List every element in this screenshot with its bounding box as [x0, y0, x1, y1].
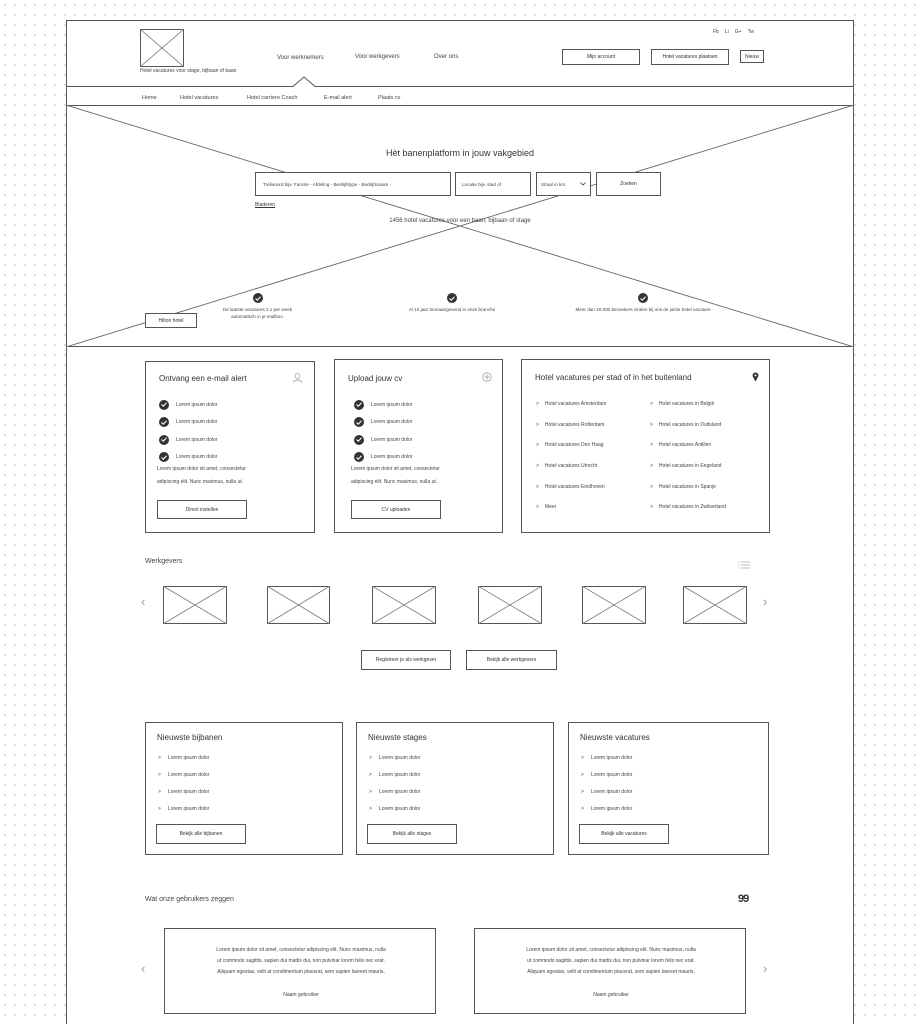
- chevron-right-icon: >: [536, 401, 539, 408]
- subnav-carriere-coach[interactable]: Hotel carriere Coach: [247, 95, 298, 101]
- usp-1-text: De laatste vacatures 2 x per week automatisch in je mailbox.: [222, 307, 293, 319]
- search-button[interactable]: Zoeken: [596, 172, 661, 196]
- check-icon: [159, 417, 169, 427]
- keyword-input[interactable]: [255, 172, 451, 196]
- location-placeholder: Locatie bijv. stad of: [462, 181, 501, 187]
- city-link-amsterdam[interactable]: > Hotel vacatures Amsterdam: [536, 401, 607, 408]
- chevron-right-icon: >: [650, 421, 653, 428]
- list-item[interactable]: > Lorem ipsum dolor: [158, 788, 210, 795]
- register-employer-button[interactable]: Registreer je als werkgever: [361, 650, 451, 670]
- chevron-right-icon[interactable]: ›: [763, 961, 768, 976]
- country-link-antillen[interactable]: > Hotel vacatures Antillen: [650, 442, 712, 449]
- upload-cv-list: [354, 396, 412, 466]
- employer-logo[interactable]: [163, 586, 227, 624]
- social-links: [713, 29, 754, 35]
- all-employers-button[interactable]: Bekijk alle werkgevers: [466, 650, 557, 670]
- list-item-text: Lorem ipsum dolor: [371, 401, 413, 408]
- email-alert-list: [159, 396, 217, 466]
- list-item: [354, 414, 412, 432]
- new-button[interactable]: Nieuw: [740, 50, 764, 63]
- chevron-right-icon: >: [581, 788, 584, 795]
- keyword-placeholder: Trefwoord bijv. Functie - Afdeling - Bedrijfstype - Bedrijfsnaam -: [263, 181, 392, 187]
- chevron-right-icon: >: [369, 754, 372, 761]
- list-item-text: Lorem ipsum dolor: [371, 454, 413, 461]
- list-item[interactable]: > Lorem ipsum dolor: [369, 771, 421, 778]
- check-icon: [354, 452, 364, 462]
- user-alert-icon: [292, 373, 303, 383]
- social-link-tw[interactable]: Tw: [747, 29, 754, 35]
- newest-vacatures-title: Nieuwste vacatures: [580, 733, 650, 742]
- chevron-right-icon: >: [536, 504, 539, 511]
- list-item[interactable]: > Lorem ipsum dolor: [158, 771, 210, 778]
- subnav-home[interactable]: Home: [142, 95, 157, 101]
- post-vacancy-button[interactable]: Hotel vacatures plaatsen: [651, 49, 729, 65]
- list-item[interactable]: > Lorem ipsum dolor: [158, 805, 210, 812]
- testimonial-card: [164, 928, 436, 1014]
- chevron-right-icon: >: [158, 754, 161, 761]
- chevron-right-icon: >: [369, 805, 372, 812]
- chevron-down-icon: [580, 182, 586, 186]
- chevron-right-icon: >: [581, 805, 584, 812]
- newest-bijbanen-card: [145, 722, 343, 855]
- usp-2-text: Al 10 jaar toonaangevend in onze branche: [408, 307, 496, 312]
- usp-3: [572, 293, 714, 314]
- newest-bijbanen-list: [158, 749, 209, 817]
- list-icon[interactable]: [738, 561, 750, 569]
- cv-uploaden-button[interactable]: CV uploaden: [351, 500, 441, 519]
- list-item-text: Lorem ipsum dolor: [371, 419, 413, 426]
- nav-voor-werkgevers[interactable]: Voor werkgevers: [355, 54, 400, 60]
- list-item[interactable]: > Lorem ipsum dolor: [369, 788, 421, 795]
- email-alert-card: [145, 361, 315, 533]
- chevron-right-icon: >: [650, 504, 653, 511]
- cities-list-nl: [536, 394, 606, 518]
- testimonial-text: Lorem ipsum dolor sit amet, consectetur adipiscing elit. Nunc maximus, nulla ut commodo sagittis, sapien dui mattis dui, non pulvinar lorem felis nec erat. Aliquam egestas, velit at condimentum placerat, sem sapien laoreet mauris,: [526, 947, 696, 975]
- newest-bijbanen-title: Nieuwste bijbanen: [157, 733, 223, 742]
- list-item: [159, 414, 217, 432]
- subnav-plaats-cv[interactable]: Plaats cv: [378, 95, 401, 101]
- city-link-meer[interactable]: > Meer: [536, 504, 557, 511]
- chevron-right-icon: >: [650, 442, 653, 449]
- list-item: [159, 431, 217, 449]
- check-icon: [638, 293, 648, 303]
- chevron-right-icon: >: [650, 463, 653, 470]
- my-account-button[interactable]: Mijn account: [562, 49, 640, 65]
- list-item[interactable]: > Lorem ipsum dolor: [158, 754, 210, 761]
- hilton-hotel-label: Hilton hotel: [145, 313, 197, 328]
- list-item-text: Lorem ipsum dolor: [176, 419, 218, 426]
- check-icon: [354, 435, 364, 445]
- upload-cv-desc-2: adipiscing elit. Nunc maximus, nulla ut.: [351, 479, 438, 485]
- list-item-text: Lorem ipsum dolor: [371, 436, 413, 443]
- employers-title: Werkgevers: [145, 558, 183, 565]
- chevron-left-icon[interactable]: ‹: [141, 594, 146, 609]
- check-icon: [159, 400, 169, 410]
- chevron-right-icon: >: [369, 771, 372, 778]
- list-item-text: Lorem ipsum dolor: [176, 454, 218, 461]
- newest-vacatures-card: [568, 722, 769, 855]
- usp-1: [210, 293, 305, 320]
- radius-select[interactable]: [536, 172, 591, 196]
- list-item: [159, 396, 217, 414]
- logo-placeholder-icon[interactable]: [140, 29, 184, 67]
- chevron-right-icon: >: [536, 483, 539, 490]
- chevron-right-icon: >: [158, 771, 161, 778]
- browse-link[interactable]: Bladeren: [255, 202, 276, 208]
- country-link-spanje[interactable]: > Hotel vacatures in Spanje: [650, 483, 716, 490]
- city-link-den-haag[interactable]: > Hotel vacatures Den Haag: [536, 442, 604, 449]
- city-link-utrecht[interactable]: > Hotel vacatures Utrecht: [536, 463, 598, 470]
- logo-tagline: Hotel vacatures voor stage, bijbaan of baan: [140, 68, 237, 74]
- vacancy-count: 1456 hotel vacatures voor een baan, bijbaan of stage: [389, 218, 531, 224]
- newest-stages-list: [369, 749, 420, 817]
- list-item[interactable]: > Lorem ipsum dolor: [369, 754, 421, 761]
- list-item[interactable]: > Lorem ipsum dolor: [581, 805, 633, 812]
- employer-logo[interactable]: [683, 586, 747, 624]
- email-alert-desc-1: Lorem ipsum dolor sit amet, consectetur: [157, 466, 246, 472]
- radius-value: Straal in km: [541, 181, 566, 187]
- upload-cv-desc-1: Lorem ipsum dolor sit amet, consectetur: [351, 466, 440, 472]
- chevron-right-icon: >: [650, 483, 653, 490]
- testimonial-author: Naam gebruiker: [593, 992, 629, 998]
- list-item[interactable]: > Lorem ipsum dolor: [369, 805, 421, 812]
- list-item[interactable]: > Lorem ipsum dolor: [581, 771, 633, 778]
- all-bijbanen-button[interactable]: Bekijk alle bijbanen: [156, 824, 246, 844]
- employer-logo[interactable]: [372, 586, 436, 624]
- newest-stages-card: [356, 722, 554, 855]
- chevron-right-icon: >: [536, 421, 539, 428]
- all-stages-button[interactable]: Bekijk alle stages: [367, 824, 457, 844]
- chevron-right-icon: >: [650, 401, 653, 408]
- country-link-engeland[interactable]: > Hotel vacatures in Engeland: [650, 463, 722, 470]
- upload-cv-card: [334, 359, 503, 533]
- testimonials-title: Wat onze gebruikers zeggen: [145, 896, 234, 903]
- nav-over-ons[interactable]: Over ons: [434, 54, 459, 60]
- location-input[interactable]: [455, 172, 531, 196]
- testimonial-card: [474, 928, 746, 1014]
- employer-logo[interactable]: [267, 586, 330, 624]
- list-item-text: Lorem ipsum dolor: [176, 436, 218, 443]
- chevron-right-icon: >: [581, 754, 584, 761]
- testimonial-author: Naam gebruiker: [283, 992, 319, 998]
- chevron-right-icon: >: [536, 463, 539, 470]
- nav-voor-werknemers[interactable]: Voor werknemers: [277, 55, 324, 61]
- chevron-right-icon: >: [369, 788, 372, 795]
- quote-icon: 99: [738, 893, 749, 905]
- list-item: [159, 449, 217, 467]
- check-icon: [159, 452, 169, 462]
- country-link-belgie[interactable]: > Hotel vacatures in België: [650, 401, 715, 408]
- upload-cv-title: Upload jouw cv: [348, 374, 403, 383]
- newest-stages-title: Nieuwste stages: [368, 733, 427, 742]
- cities-card: [521, 359, 770, 533]
- header-divider: [66, 76, 854, 88]
- city-link-rotterdam[interactable]: > Hotel vacatures Rotterdam: [536, 421, 605, 428]
- list-item-text: Lorem ipsum dolor: [176, 401, 218, 408]
- check-icon: [354, 417, 364, 427]
- list-item[interactable]: > Lorem ipsum dolor: [581, 788, 633, 795]
- email-alert-desc-2: adipiscing elit. Nunc maximus, nulla ut.: [157, 479, 244, 485]
- subnav-hotel-vacatures[interactable]: Hotel vacatures: [180, 95, 219, 101]
- direct-instellen-button[interactable]: Direct instellen: [157, 500, 247, 519]
- chevron-right-icon: >: [581, 771, 584, 778]
- country-link-duitsland[interactable]: > Hotel vacatures in Duitsland: [650, 421, 722, 428]
- hero-title: Hèt banenplatform in jouw vakgebied: [385, 148, 535, 158]
- check-icon: [447, 293, 457, 303]
- cities-title: Hotel vacatures per stad of in het buitenland: [535, 373, 692, 382]
- email-alert-title: Ontvang een e-mail alert: [159, 374, 247, 383]
- usp-2: [408, 293, 496, 314]
- all-vacatures-button[interactable]: Bekijk alle vacatures: [579, 824, 669, 844]
- testimonial-text: Lorem ipsum dolor sit amet, consectetur adipiscing elit. Nunc maximus, nulla ut commodo sagittis, sapien dui mattis dui, non pulvinar lorem felis nec erat. Aliquam egestas, velit at condimentum placerat, sem sapien laoreet mauris,: [216, 947, 386, 975]
- chevron-right-icon: >: [536, 442, 539, 449]
- chevron-right-icon: >: [158, 805, 161, 812]
- social-link-li[interactable]: Li: [724, 29, 729, 35]
- social-link-gplus[interactable]: G+: [734, 29, 742, 35]
- country-link-zwitserland[interactable]: > Hotel vacatures in Zwitserland: [650, 504, 726, 511]
- city-link-eindhoven[interactable]: > Hotel vacatures Eindhoven: [536, 483, 605, 490]
- chevron-right-icon[interactable]: ›: [763, 594, 768, 609]
- list-item: [354, 449, 412, 467]
- check-icon: [159, 435, 169, 445]
- chevron-right-icon: >: [158, 788, 161, 795]
- check-icon: [253, 293, 263, 303]
- cities-list-abroad: [650, 394, 726, 518]
- list-item: [354, 431, 412, 449]
- chevron-left-icon[interactable]: ‹: [141, 961, 146, 976]
- usp-3-text: Meer dan 40.000 bezoekers vinden bij ons de juiste hotel vacature: [575, 307, 711, 312]
- upload-icon: [482, 372, 492, 382]
- employer-logo[interactable]: [582, 586, 646, 624]
- newest-vacatures-list: [581, 749, 632, 817]
- check-icon: [354, 400, 364, 410]
- map-pin-icon: [752, 372, 759, 382]
- list-item: [354, 396, 412, 414]
- employer-logo[interactable]: [478, 586, 542, 624]
- subnav-email-alert[interactable]: E-mail alert: [324, 95, 352, 101]
- social-link-fb[interactable]: Fb: [713, 29, 719, 35]
- list-item[interactable]: > Lorem ipsum dolor: [581, 754, 633, 761]
